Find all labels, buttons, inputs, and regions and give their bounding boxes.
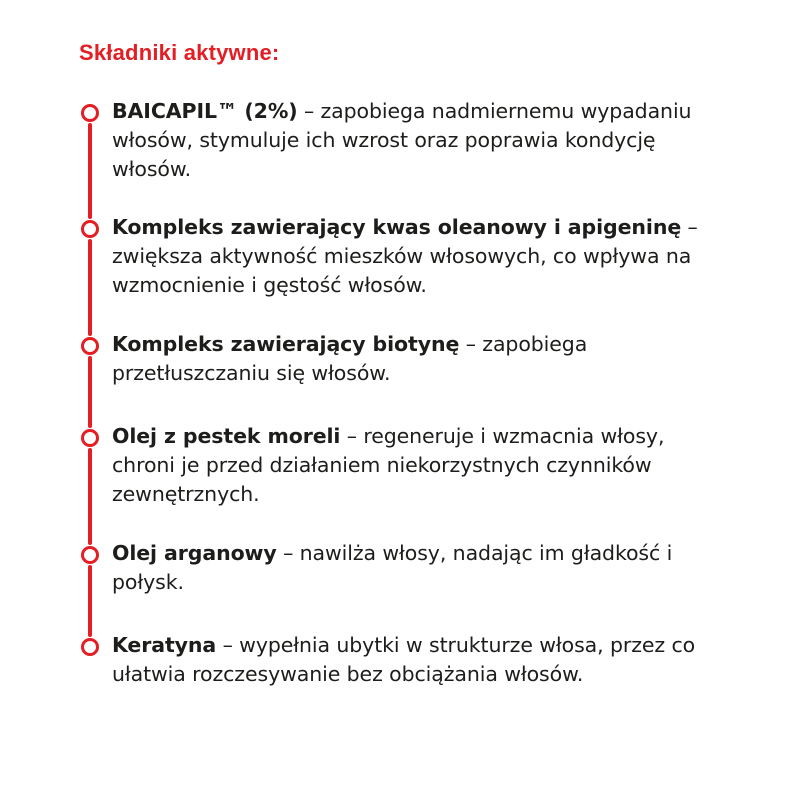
- timeline-connector: [88, 448, 92, 545]
- timeline-connector: [88, 123, 92, 219]
- ingredient-name: BAICAPIL™ (2%): [112, 99, 298, 123]
- ingredient-item: [112, 97, 712, 184]
- ingredient-name: Kompleks zawierający kwas oleanowy i apigeninę: [112, 215, 682, 239]
- ingredient-name: Olej arganowy: [112, 541, 277, 565]
- timeline-circle-icon: [81, 546, 99, 564]
- ingredient-description: – nawilża włosy, nadając im gładkość i połysk.: [112, 541, 673, 594]
- ingredient-item: [112, 422, 712, 509]
- timeline-circle-icon: [81, 429, 99, 447]
- ingredient-name: Kompleks zawierający biotynę: [112, 332, 460, 356]
- timeline-circle-icon: [81, 337, 99, 355]
- ingredient-description: – zapobiega przetłuszczaniu się włosów.: [112, 332, 588, 385]
- ingredient-item: [112, 539, 712, 597]
- section-heading: Składniki aktywne:: [79, 40, 280, 65]
- timeline-connector: [88, 239, 92, 336]
- ingredient-name: Keratyna: [112, 633, 217, 657]
- ingredient-name: Olej z pestek moreli: [112, 424, 341, 448]
- ingredient-description: – zwiększa aktywność mieszków włosowych, co wpływa na wzmocnienie i gęstość włosów.: [112, 215, 698, 297]
- timeline-circle-icon: [81, 638, 99, 656]
- ingredient-description: – regeneruje i wzmacnia włosy, chroni je przed działaniem niekorzystnych czynników zewnętrznych.: [112, 424, 665, 506]
- timeline-circle-icon: [81, 104, 99, 122]
- ingredient-item: [112, 213, 712, 300]
- timeline-connector: [88, 356, 92, 428]
- ingredient-item: [112, 330, 712, 388]
- ingredient-description: – wypełnia ubytki w strukturze włosa, przez co ułatwia rozczesywanie bez obciążania włosów.: [112, 633, 696, 686]
- ingredient-description: – zapobiega nadmiernemu wypadaniu włosów, stymuluje ich wzrost oraz poprawia kondycję włosów.: [112, 99, 692, 181]
- ingredient-item: [112, 631, 712, 689]
- timeline-connector: [88, 565, 92, 637]
- timeline-circle-icon: [81, 220, 99, 238]
